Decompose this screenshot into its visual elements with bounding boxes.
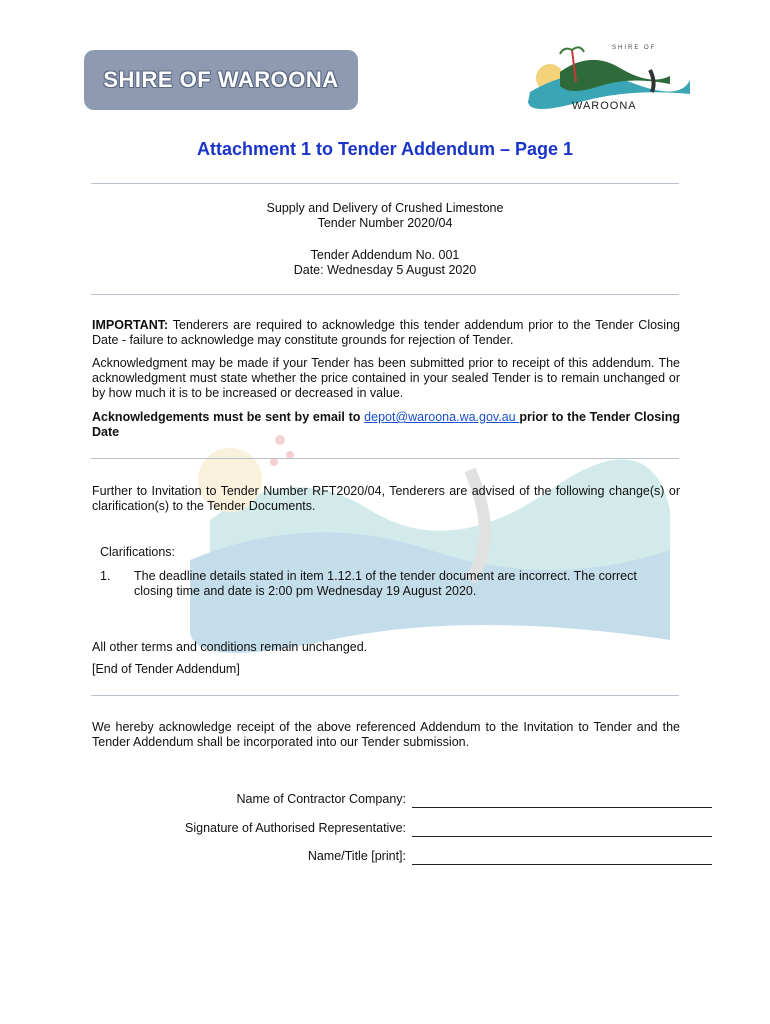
company-field[interactable] <box>412 807 712 808</box>
shire-banner <box>84 50 358 110</box>
divider <box>91 458 679 459</box>
email-prefix: Acknowledgements must be sent by email to <box>92 410 365 424</box>
signature-field[interactable] <box>412 836 712 837</box>
addendum-date: Date: Wednesday 5 August 2020 <box>293 263 477 277</box>
email-link[interactable]: depot@waroona.wa.gov.au <box>364 410 520 424</box>
banner-text: SHIRE OF WAROONA <box>103 67 339 92</box>
divider <box>91 695 679 696</box>
email-suffix: prior to the Tender Closing Date <box>92 410 680 439</box>
page-title: Attachment 1 to Tender Addendum – Page 1 <box>196 139 574 159</box>
further-notice: Further to Invitation to Tender Number RFT2020/04, Tenderers are advised of the following change(s) or clarification(s) to the Tender Documents. <box>92 484 680 513</box>
tender-number: Tender Number 2020/04 <box>317 216 453 230</box>
important-text: Tenderers are required to acknowledge this tender addendum prior to the Tender Closing Date - failure to acknowledge may constitute grounds for rejection of Tender. <box>92 318 680 347</box>
company-label: Name of Contractor Company: <box>236 792 406 806</box>
email-instruction <box>92 410 680 440</box>
logo-top-text: SHIRE OF <box>612 45 657 51</box>
important-label: IMPORTANT: <box>92 318 169 332</box>
important-notice <box>92 318 680 348</box>
clarification-text: The deadline details stated in item 1.12.1 of the tender document are incorrect. The correct closing time and date is 2:00 pm Wednesday 19 August 2020. <box>134 569 637 598</box>
logo-text: WAROONA <box>572 100 637 112</box>
signature-label: Signature of Authorised Representative: <box>185 821 406 835</box>
name-title-field[interactable] <box>412 864 712 865</box>
end-of-addendum: [End of Tender Addendum] <box>92 662 240 676</box>
clarification-number: 1. <box>100 569 111 583</box>
acknowledgement-statement: We hereby acknowledge receipt of the above referenced Addendum to the Invitation to Tender and the Tender Addendum shall be incorporated into our Tender submission. <box>92 720 680 749</box>
divider <box>91 183 679 184</box>
acknowledgment-note: Acknowledgment may be made if your Tender has been submitted prior to receipt of this addendum. The acknowledgment must state whether the price contained in your sealed Tender is to remain unchanged or by how much it is to be increased or decreased in value. <box>92 356 680 400</box>
shire-logo <box>520 42 690 122</box>
clarifications-heading: Clarifications: <box>100 545 176 559</box>
tender-name: Supply and Delivery of Crushed Limestone <box>266 201 504 215</box>
divider <box>91 294 679 295</box>
addendum-number: Tender Addendum No. 001 <box>310 248 460 262</box>
terms-unchanged: All other terms and conditions remain unchanged. <box>92 640 368 654</box>
clarification-item <box>100 569 660 599</box>
name-title-label: Name/Title [print]: <box>307 849 406 863</box>
